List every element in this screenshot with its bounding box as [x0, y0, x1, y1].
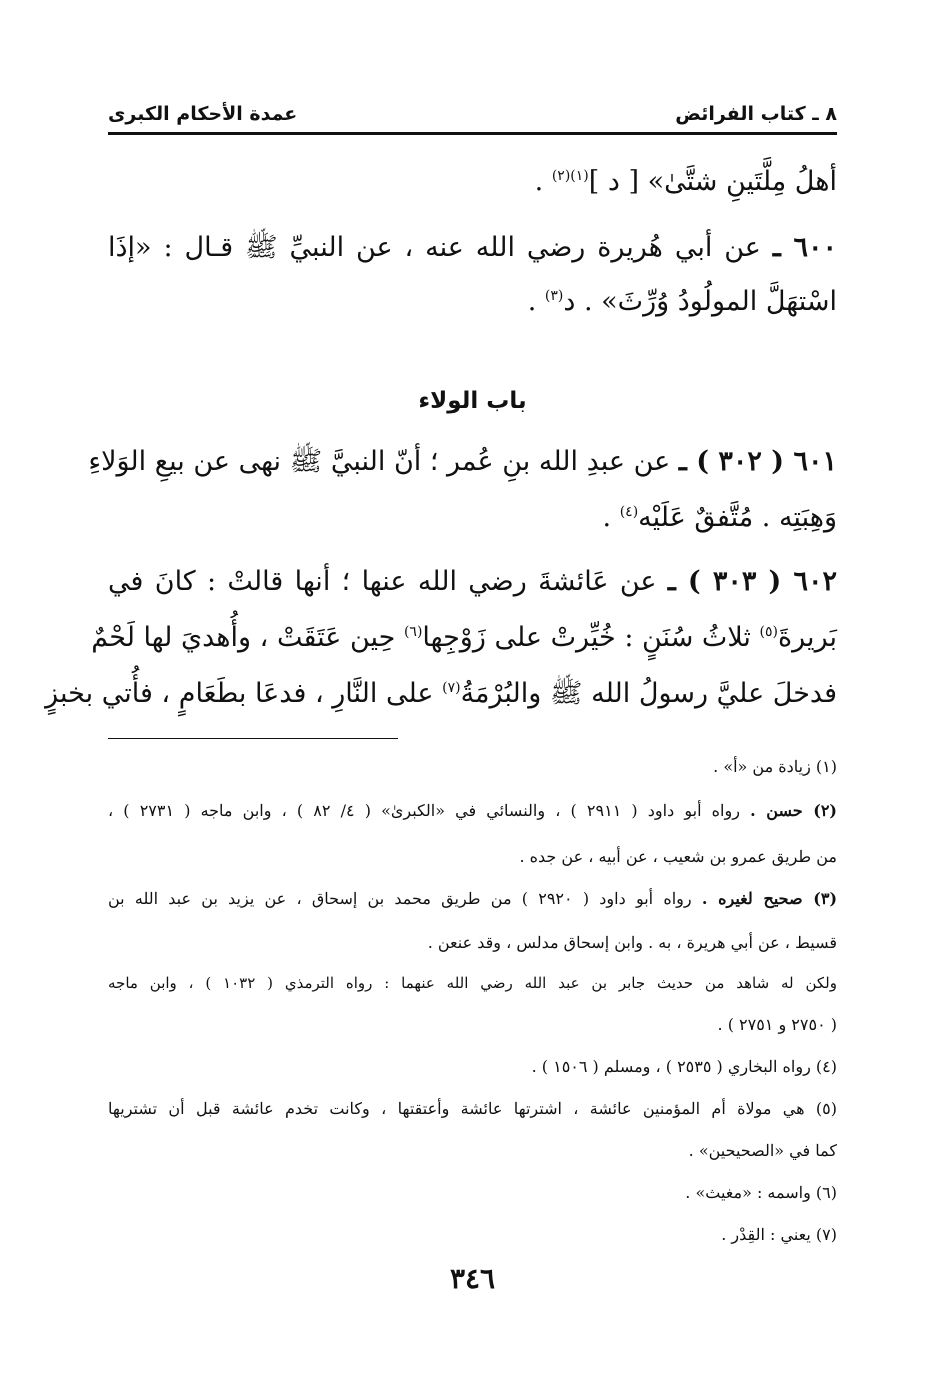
footnote-5: (٥) هي مولاة أم المؤمنين عائشة ، اشترتها عائشة وأعتقتها ، وكانت تخدم عائشة قبل أن تشتريها: [108, 1099, 837, 1118]
footnote-2: (٢) حسن . رواه أبو داود ( ٢٩١١ ) ، والنسائي في «الكبرىٰ» ( ٤/ ٨٢ ) ، وابن ماجه ( ٢٧٣١ ) ،: [108, 801, 837, 820]
header-rule: [108, 132, 837, 135]
text-line: فدخلَ عليَّ رسولُ الله ﷺ والبُرْمَةُ$^{(٧)}$ على النَّارِ ، فدعَا بطَعَامٍ ، فأُتي بخبزٍ: [45, 678, 837, 709]
text-line: أهلُ مِلَّتَينِ شتَّىٰ» [ د ]$^{(١)(٢)}$ .: [534, 166, 837, 197]
running-header: [108, 96, 837, 132]
footnote-3-cont: ( ٢٧٥٠ و ٢٧٥١ ) .: [717, 1015, 837, 1034]
text-line: وَهِبَتِه . مُتَّفقٌ عَلَيْه$^{(٤)}$ .: [602, 502, 837, 533]
footnote-4: (٤) رواه البخاري ( ٢٥٣٥ ) ، ومسلم ( ١٥٠٦ ) .: [531, 1057, 837, 1076]
hadith-602: ٦٠٢ ( ٣٠٣ ) ـ عن عَائشةَ رضي الله عنها ؛ أنها قالتْ : كانَ في: [108, 566, 837, 597]
footnote-separator: [108, 738, 398, 739]
footnote-3-witness: ولكن له شاهد من حديث جابر بن عبد الله رضي الله عنهما : رواه الترمذي ( ١٠٣٢ ) ، وابن ماجه: [108, 974, 837, 992]
footnote-5-cont: كما في «الصحيحين» .: [688, 1141, 837, 1160]
section-title: باب الولاء: [418, 388, 527, 414]
footnote-3-cont: قسيط ، عن أبي هريرة ، به . وابن إسحاق مدلس ، وقد عنعن .: [427, 933, 837, 952]
text-line: بَريرةَ$^{(٥)}$ ثلاثُ سُنَنٍ : خُيِّرتْ على زَوْجِها$^{(٦)}$ حِين عَتَقَتْ ، وأُهديَ لها لَحْمٌ: [91, 622, 837, 653]
footnote-7: (٧) يعني : القِدْر .: [721, 1225, 837, 1244]
page-number: ٣٤٦: [449, 1262, 496, 1295]
hadith-number: ٦٠١ ( ٣٠٢ ) ـ: [678, 446, 837, 477]
hadith-601: ٦٠١ ( ٣٠٢ ) ـ عن عبدِ الله بنِ عُمر ؛ أنّ النبيَّ ﷺ نهى عن بيعِ الوَلاءِ: [88, 446, 837, 477]
hadith-number: ٦٠٢ ( ٣٠٣ ) ـ: [667, 566, 837, 597]
footnote-6: (٦) واسمه : «مغيث» .: [685, 1183, 837, 1202]
footnote-1: (١) زيادة من «أ» .: [713, 757, 837, 776]
footnote-2-cont: من طريق عمرو بن شعيب ، عن أبيه ، عن جده .: [519, 847, 837, 866]
hadith-number: ٦٠٠ ـ: [772, 232, 837, 263]
text-line: اسْتهَلَّ المولُودُ وُرِّثَ» . د$^{(٣)}$ .: [527, 286, 837, 317]
footnote-3: (٣) صحيح لغيره . رواه أبو داود ( ٢٩٢٠ ) من طريق محمد بن إسحاق ، عن يزيد بن عبد الله بن: [108, 889, 838, 908]
book-title: عمدة الأحكام الكبرى: [108, 103, 298, 125]
hadith-600: ٦٠٠ ـ عن أبي هُريرة رضي الله عنه ، عن النبيِّ ﷺ قـال : «إذَا: [108, 232, 837, 263]
chapter-title: ٨ ـ كتاب الفرائض: [675, 103, 837, 125]
